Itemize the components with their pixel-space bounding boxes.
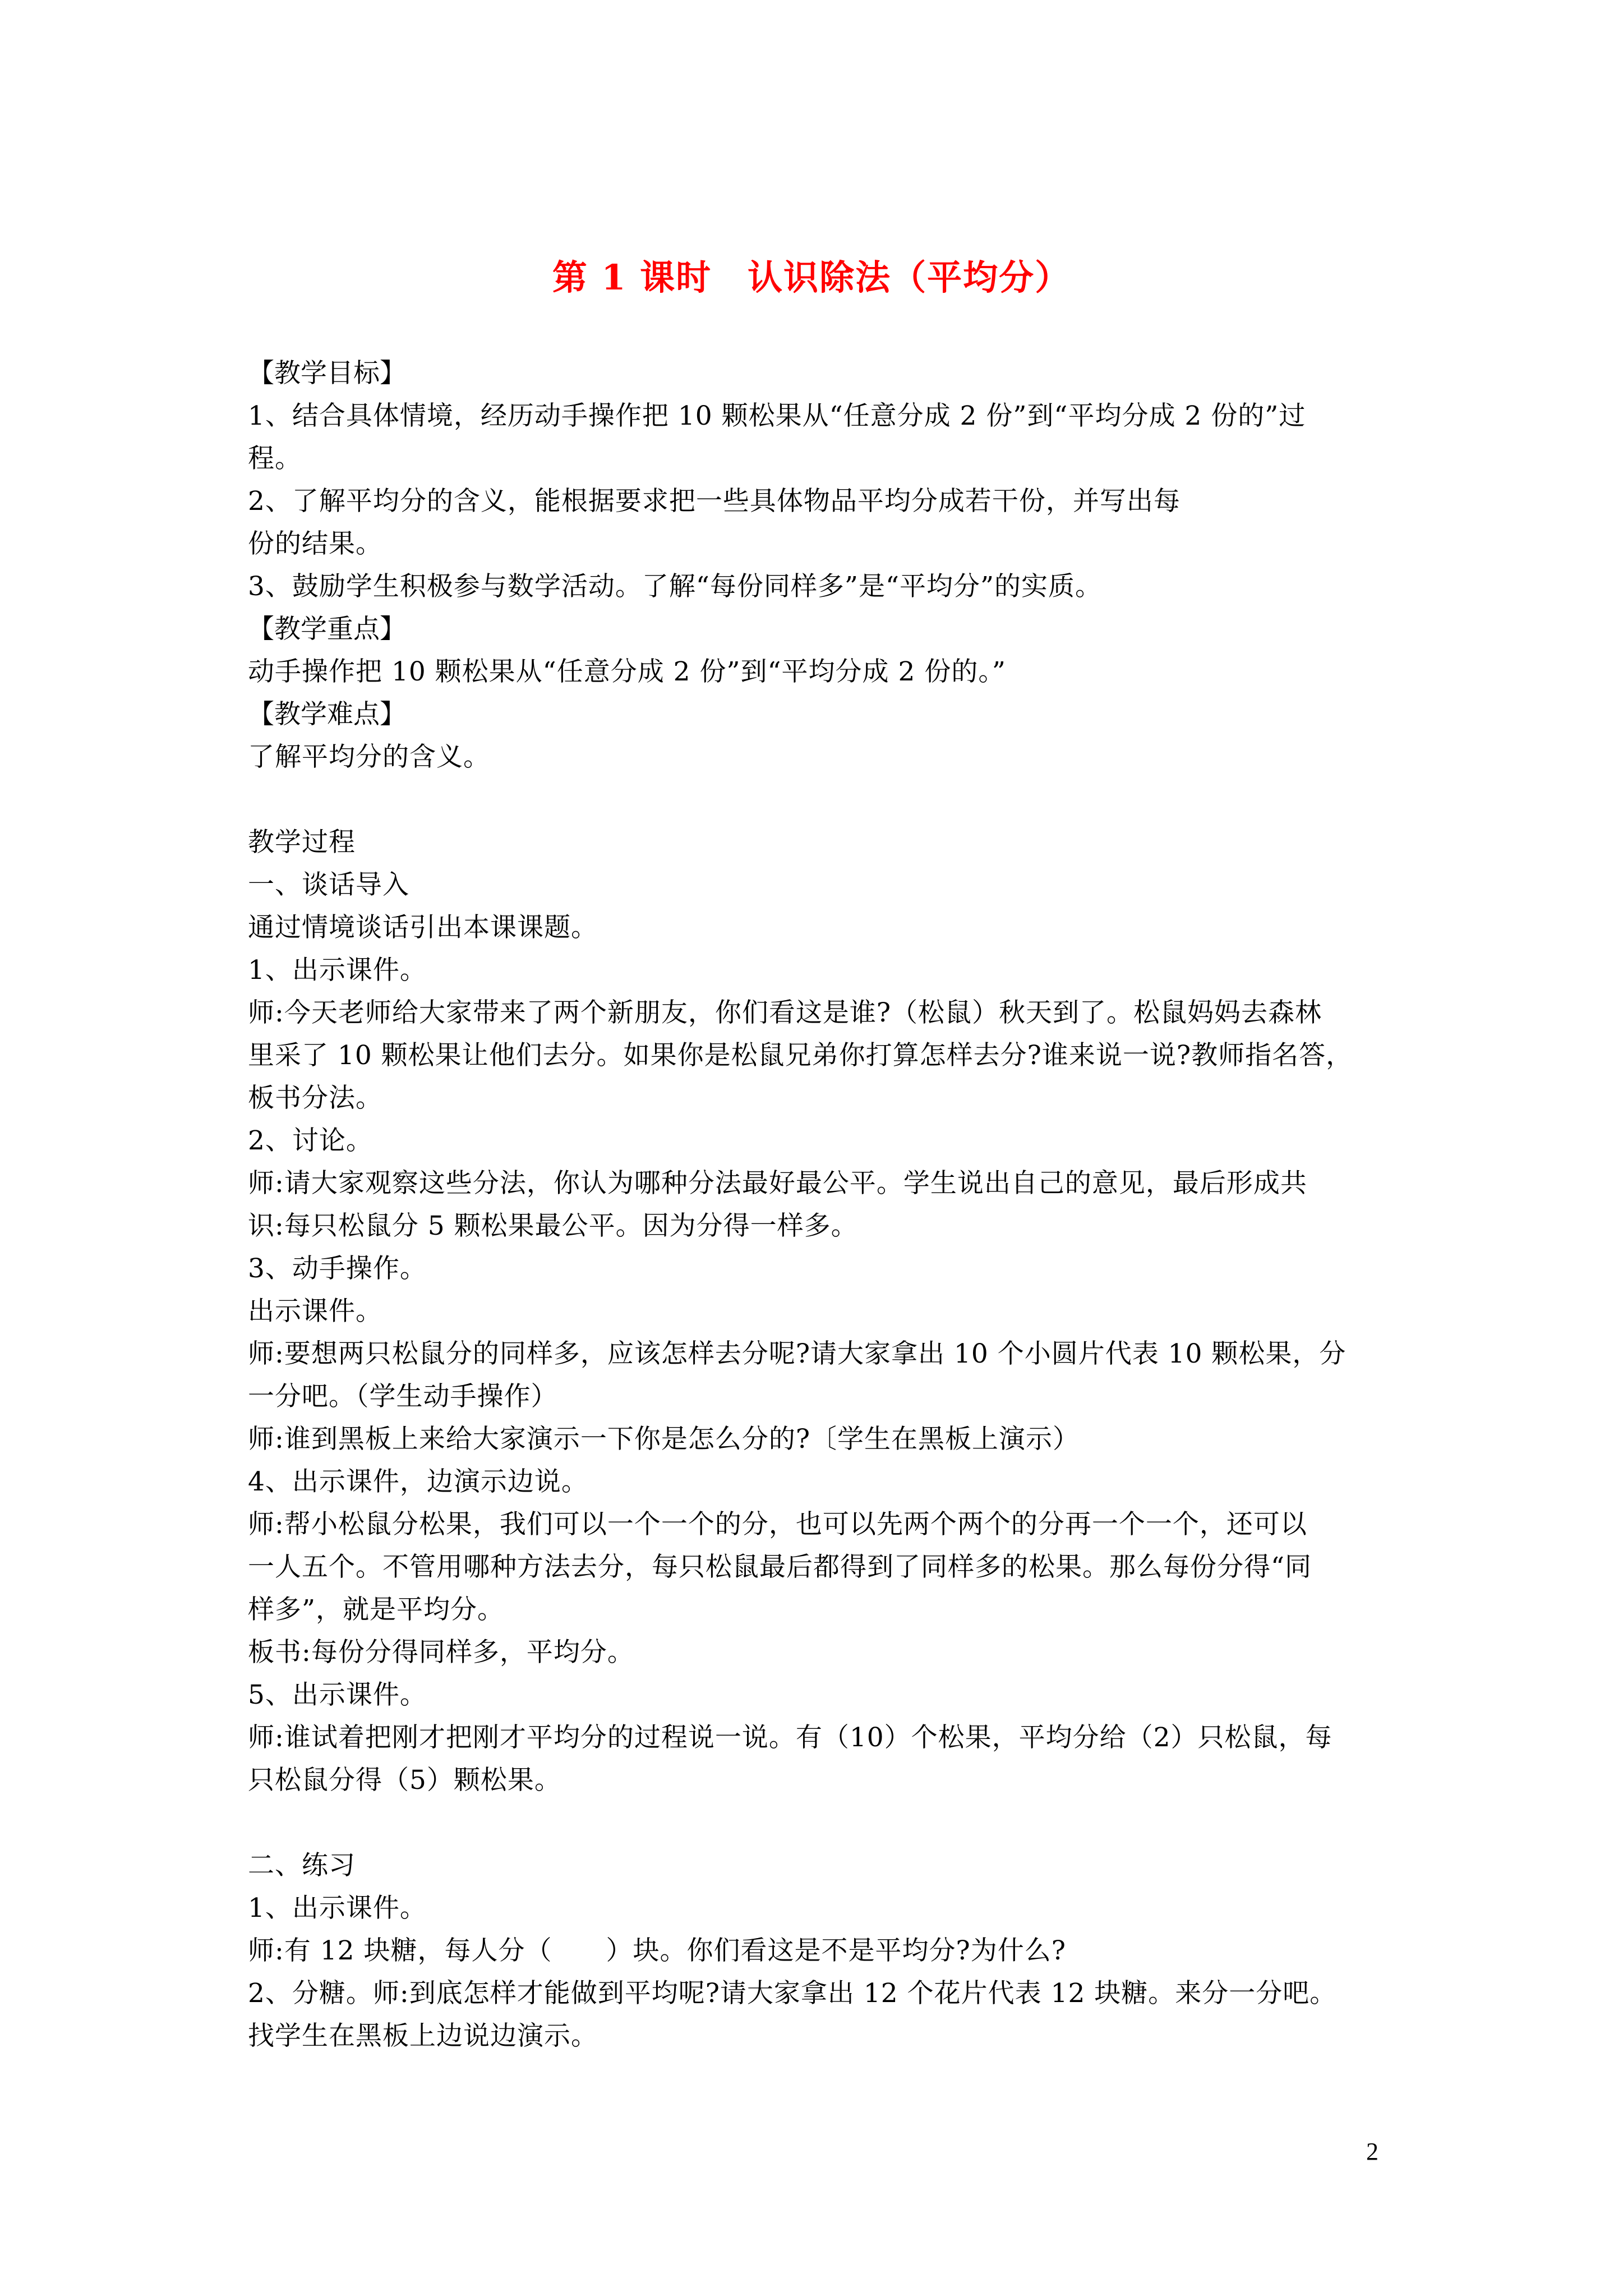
section-heading-practice: 二、练习 — [248, 1850, 356, 1881]
paragraph-line: 1、出示课件。 — [248, 955, 427, 986]
paragraph-line: 出示课件。 — [248, 1296, 382, 1327]
paragraph-line: 5、出示课件。 — [248, 1680, 427, 1710]
paragraph-line: 2、分糖。师:到底怎样才能做到平均呢?请大家拿出 12 个花片代表 12 块糖。来分一分吧。 — [248, 1978, 1337, 2009]
paragraph-line: 1、出示课件。 — [248, 1893, 427, 1924]
section-heading-key-points: 【教学重点】 — [248, 614, 406, 645]
paragraph-line: 2、讨论。 — [248, 1125, 373, 1156]
paragraph-line: 通过情境谈话引出本课课题。 — [248, 912, 598, 943]
paragraph-line: 3、动手操作。 — [248, 1253, 427, 1284]
paragraph-line: 师:有 12 块糖，每人分（ ）块。你们看这是不是平均分?为什么? — [248, 1935, 1066, 1966]
paragraph-line: 只松鼠分得（5）颗松果。 — [248, 1765, 561, 1796]
section-heading-process: 教学过程 — [248, 827, 356, 858]
paragraph-line: 里采了 10 颗松果让他们去分。如果你是松鼠兄弟你打算怎样去分?谁来说一说?教师指名答， — [248, 1040, 1353, 1071]
paragraph-line: 4、出示课件，边演示边说。 — [248, 1466, 588, 1497]
document-body — [248, 352, 1392, 2058]
paragraph-line: 师:谁到黑板上来给大家演示一下你是怎么分的?〔学生在黑板上演示） — [248, 1424, 1080, 1455]
paragraph-line: 板书:每份分得同样多，平均分。 — [248, 1637, 634, 1668]
paragraph-line: 一、谈话导入 — [248, 869, 409, 900]
paragraph-line: 样多”，就是平均分。 — [248, 1594, 505, 1625]
paragraph-line: 动手操作把 10 颗松果从“任意分成 2 份”到“平均分成 2 份的。” — [248, 656, 1006, 687]
blank-line — [248, 1802, 1392, 1844]
paragraph-line: 2、了解平均分的含义，能根据要求把一些具体物品平均分成若干份，并写出每 — [248, 486, 1181, 517]
paragraph-line: 师:请大家观察这些分法，你认为哪种分法最好最公平。学生说出自己的意见，最后形成共 — [248, 1168, 1307, 1199]
paragraph-line: 板书分法。 — [248, 1083, 382, 1114]
paragraph-line: 3、鼓励学生积极参与数学活动。了解“每份同样多”是“平均分”的实质。 — [248, 571, 1103, 602]
paragraph-line: 程。 — [248, 443, 302, 474]
section-heading-difficulties: 【教学难点】 — [248, 699, 406, 730]
paragraph-line: 份的结果。 — [248, 528, 382, 559]
paragraph-line: 1、结合具体情境，经历动手操作把 10 颗松果从“任意分成 2 份”到“平均分成 2 份的”过 — [248, 401, 1306, 431]
paragraph-line: 了解平均分的含义。 — [248, 742, 490, 772]
paragraph-line: 师:今天老师给大家带来了两个新朋友，你们看这是谁?（松鼠）秋天到了。松鼠妈妈去森林 — [248, 997, 1322, 1028]
paragraph-line: 一分吧。（学生动手操作） — [248, 1381, 558, 1412]
paragraph-line: 师:谁试着把刚才把刚才平均分的过程说一说。有（10）个松果，平均分给（2）只松鼠，每 — [248, 1722, 1332, 1753]
paragraph-line: 一人五个。不管用哪种方法去分，每只松鼠最后都得到了同样多的松果。那么每份分得“同 — [248, 1552, 1312, 1582]
lesson-title: 第 1 课时 认识除法（平均分） — [552, 257, 1071, 298]
paragraph-line: 找学生在黑板上边说边演示。 — [248, 2021, 598, 2051]
paragraph-line: 师:帮小松鼠分松果，我们可以一个一个的分，也可以先两个两个的分再一个一个，还可以 — [248, 1509, 1307, 1540]
blank-line — [248, 779, 1392, 821]
paragraph-line: 师:要想两只松鼠分的同样多，应该怎样去分呢?请大家拿出 10 个小圆片代表 10 颗松果，分 — [248, 1338, 1347, 1369]
section-heading-goals: 【教学目标】 — [248, 358, 406, 389]
page-number: 2 — [1366, 2138, 1378, 2165]
paragraph-line: 识:每只松鼠分 5 颗松果最公平。因为分得一样多。 — [248, 1211, 858, 1241]
